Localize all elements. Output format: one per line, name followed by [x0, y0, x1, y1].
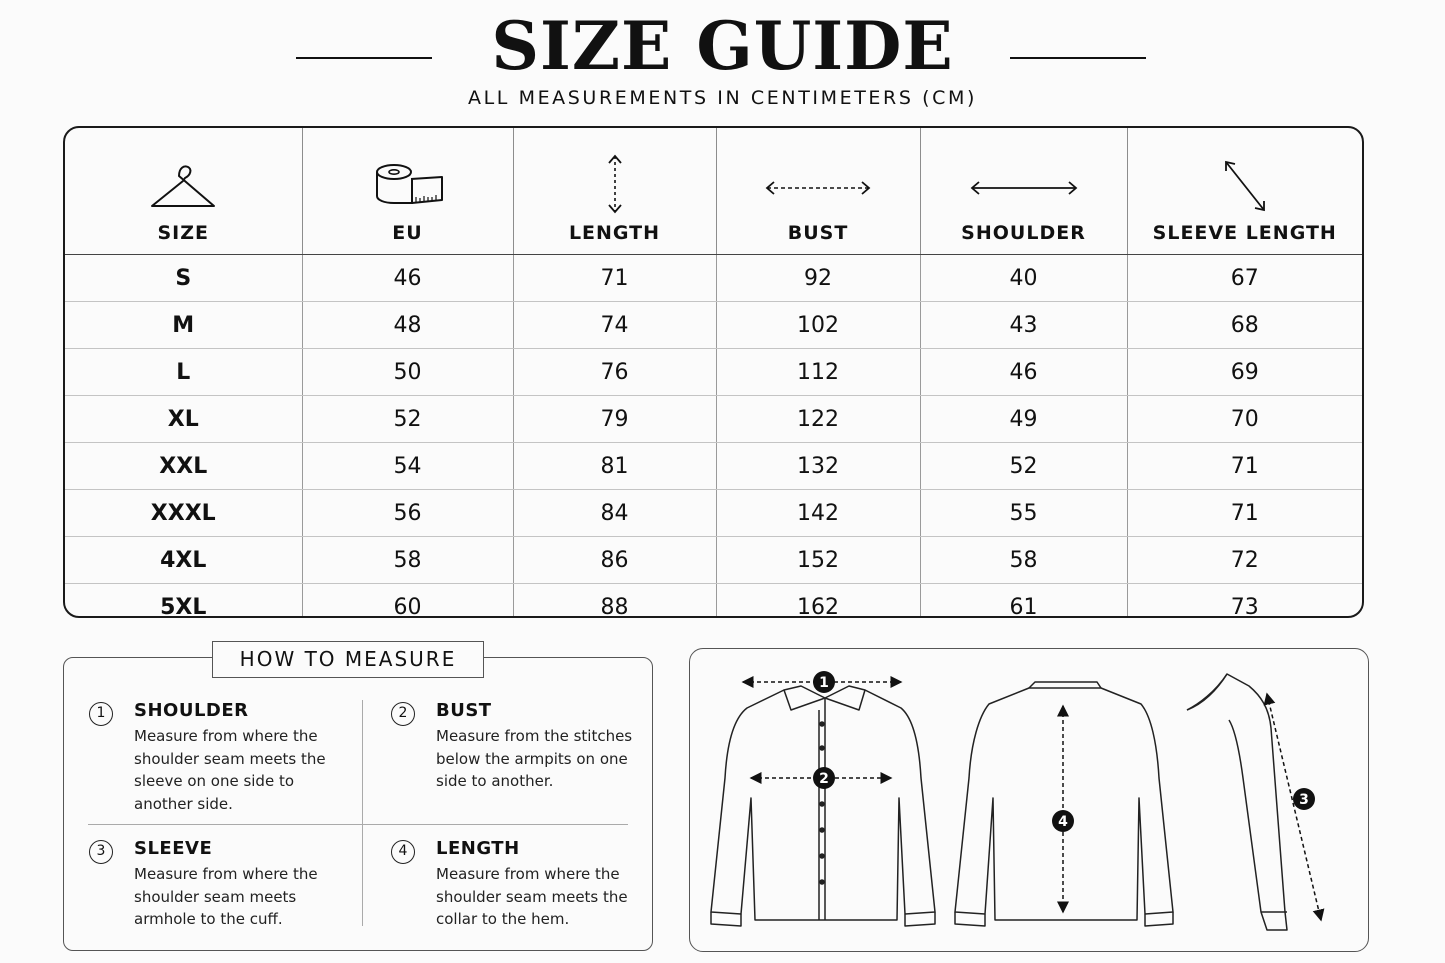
cell-bust: 122	[716, 396, 920, 443]
cell-bust: 142	[716, 490, 920, 537]
cell-sleeve-length: 70	[1127, 396, 1362, 443]
step-number-badge: 3	[89, 840, 113, 864]
cell-eu: 48	[302, 302, 513, 349]
cell-eu: 54	[302, 443, 513, 490]
title-decor-line-right	[1010, 57, 1146, 59]
table-row	[65, 349, 1362, 396]
measure-item-title: SHOULDER	[134, 700, 249, 721]
cell-shoulder: 55	[920, 490, 1127, 537]
shirt-front-icon	[711, 686, 935, 926]
cell-length: 84	[513, 490, 716, 537]
column-label: SLEEVE LENGTH	[1152, 222, 1337, 244]
measure-item-title: LENGTH	[436, 838, 520, 859]
dashed-horizontal-arrow-icon	[764, 178, 872, 198]
column-header-bust	[716, 128, 920, 255]
marker-label: 2	[819, 771, 829, 787]
marker-label: 4	[1058, 814, 1068, 830]
measure-item-text: Measure from where the shoulder seam meets the sleeve on one side to another side.	[134, 727, 326, 813]
vertical-arrow-icon	[603, 154, 627, 214]
table-row	[65, 490, 1362, 537]
hanger-icon	[150, 162, 216, 214]
cell-length: 76	[513, 349, 716, 396]
page-subtitle: ALL MEASUREMENTS IN CENTIMETERS (CM)	[467, 87, 978, 109]
table-row	[65, 255, 1362, 302]
cell-size: 5XL	[65, 584, 302, 619]
cell-eu: 46	[302, 255, 513, 302]
measure-item-length	[436, 837, 641, 931]
cell-bust: 112	[716, 349, 920, 396]
how-to-measure-heading: HOW TO MEASURE	[212, 641, 484, 678]
cell-shoulder: 58	[920, 537, 1127, 584]
cell-length: 71	[513, 255, 716, 302]
cell-sleeve-length: 72	[1127, 537, 1362, 584]
column-header-length	[513, 128, 716, 255]
cell-length: 79	[513, 396, 716, 443]
cell-sleeve-length: 67	[1127, 255, 1362, 302]
column-label: SHOULDER	[961, 222, 1086, 244]
cell-sleeve-length: 71	[1127, 490, 1362, 537]
column-header-sleeve-length	[1127, 128, 1362, 255]
column-label: BUST	[787, 222, 849, 244]
measure-item-sleeve	[134, 837, 354, 931]
cell-shoulder: 46	[920, 349, 1127, 396]
page-title: SIZE GUIDE	[491, 7, 954, 85]
cell-sleeve-length: 73	[1230, 594, 1259, 618]
measure-item-shoulder	[134, 699, 354, 815]
cell-shoulder: 49	[920, 396, 1127, 443]
column-header-size	[65, 128, 302, 255]
column-label: LENGTH	[568, 222, 661, 244]
cell-bust: 162	[716, 584, 920, 619]
divider	[362, 700, 363, 926]
cell-size: XXXL	[65, 490, 302, 537]
cell-sleeve-length: 71	[1127, 443, 1362, 490]
cell-length: 74	[513, 302, 716, 349]
sleeve-side-icon	[1187, 674, 1287, 930]
measure-item-title: BUST	[436, 700, 492, 721]
cell-bust: 132	[716, 443, 920, 490]
cell-size: 4XL	[65, 537, 302, 584]
column-label: SIZE	[157, 222, 209, 244]
table-row	[65, 302, 1362, 349]
cell-sleeve-length: 69	[1127, 349, 1362, 396]
shirt-diagram	[689, 648, 1369, 952]
measure-item-text: Measure from where the shoulder seam meets armhole to the cuff.	[134, 865, 318, 928]
measure-item-bust	[436, 699, 641, 793]
measure-item-title: SLEEVE	[134, 838, 213, 859]
step-number-badge: 4	[391, 840, 415, 864]
cell-sleeve-length: 68	[1127, 302, 1362, 349]
horizontal-arrow-icon	[969, 178, 1079, 198]
cell-eu: 56	[302, 490, 513, 537]
cell-eu: 52	[302, 396, 513, 443]
marker-label: 3	[1299, 792, 1309, 808]
cell-shoulder: 40	[920, 255, 1127, 302]
cell-bust: 92	[716, 255, 920, 302]
table-row	[65, 537, 1362, 584]
cell-size: S	[65, 255, 302, 302]
cell-bust: 152	[716, 537, 920, 584]
marker-label: 1	[819, 675, 829, 691]
measuring-tape-icon	[372, 162, 444, 214]
cell-size: XXL	[65, 443, 302, 490]
column-header-shoulder	[920, 128, 1127, 255]
table-header-row	[65, 128, 1362, 255]
shirt-back-icon	[955, 682, 1173, 926]
header	[0, 0, 1445, 115]
cell-shoulder: 61	[920, 584, 1127, 619]
cell-length: 88	[513, 584, 716, 619]
measure-item-text: Measure from where the shoulder seam meets the collar to the hem.	[436, 865, 628, 928]
cell-bust: 102	[716, 302, 920, 349]
cell-eu: 58	[302, 537, 513, 584]
table-row	[65, 584, 1362, 619]
cell-eu: 50	[302, 349, 513, 396]
column-label: EU	[392, 222, 423, 244]
cell-eu: 60	[302, 584, 513, 619]
step-number-badge: 1	[89, 702, 113, 726]
table-row	[65, 396, 1362, 443]
table-row	[65, 443, 1362, 490]
cell-size: L	[65, 349, 302, 396]
cell-shoulder: 52	[920, 443, 1127, 490]
divider	[88, 824, 628, 825]
cell-length: 81	[513, 443, 716, 490]
diagonal-arrow-icon	[1222, 158, 1268, 214]
step-number-badge: 2	[391, 702, 415, 726]
column-header-eu	[302, 128, 513, 255]
cell-length: 86	[513, 537, 716, 584]
cell-size: XL	[65, 396, 302, 443]
size-table	[63, 126, 1364, 618]
cell-shoulder: 43	[920, 302, 1127, 349]
measure-item-text: Measure from the stitches below the armpits on one side to another.	[436, 727, 633, 790]
cell-size: M	[65, 302, 302, 349]
